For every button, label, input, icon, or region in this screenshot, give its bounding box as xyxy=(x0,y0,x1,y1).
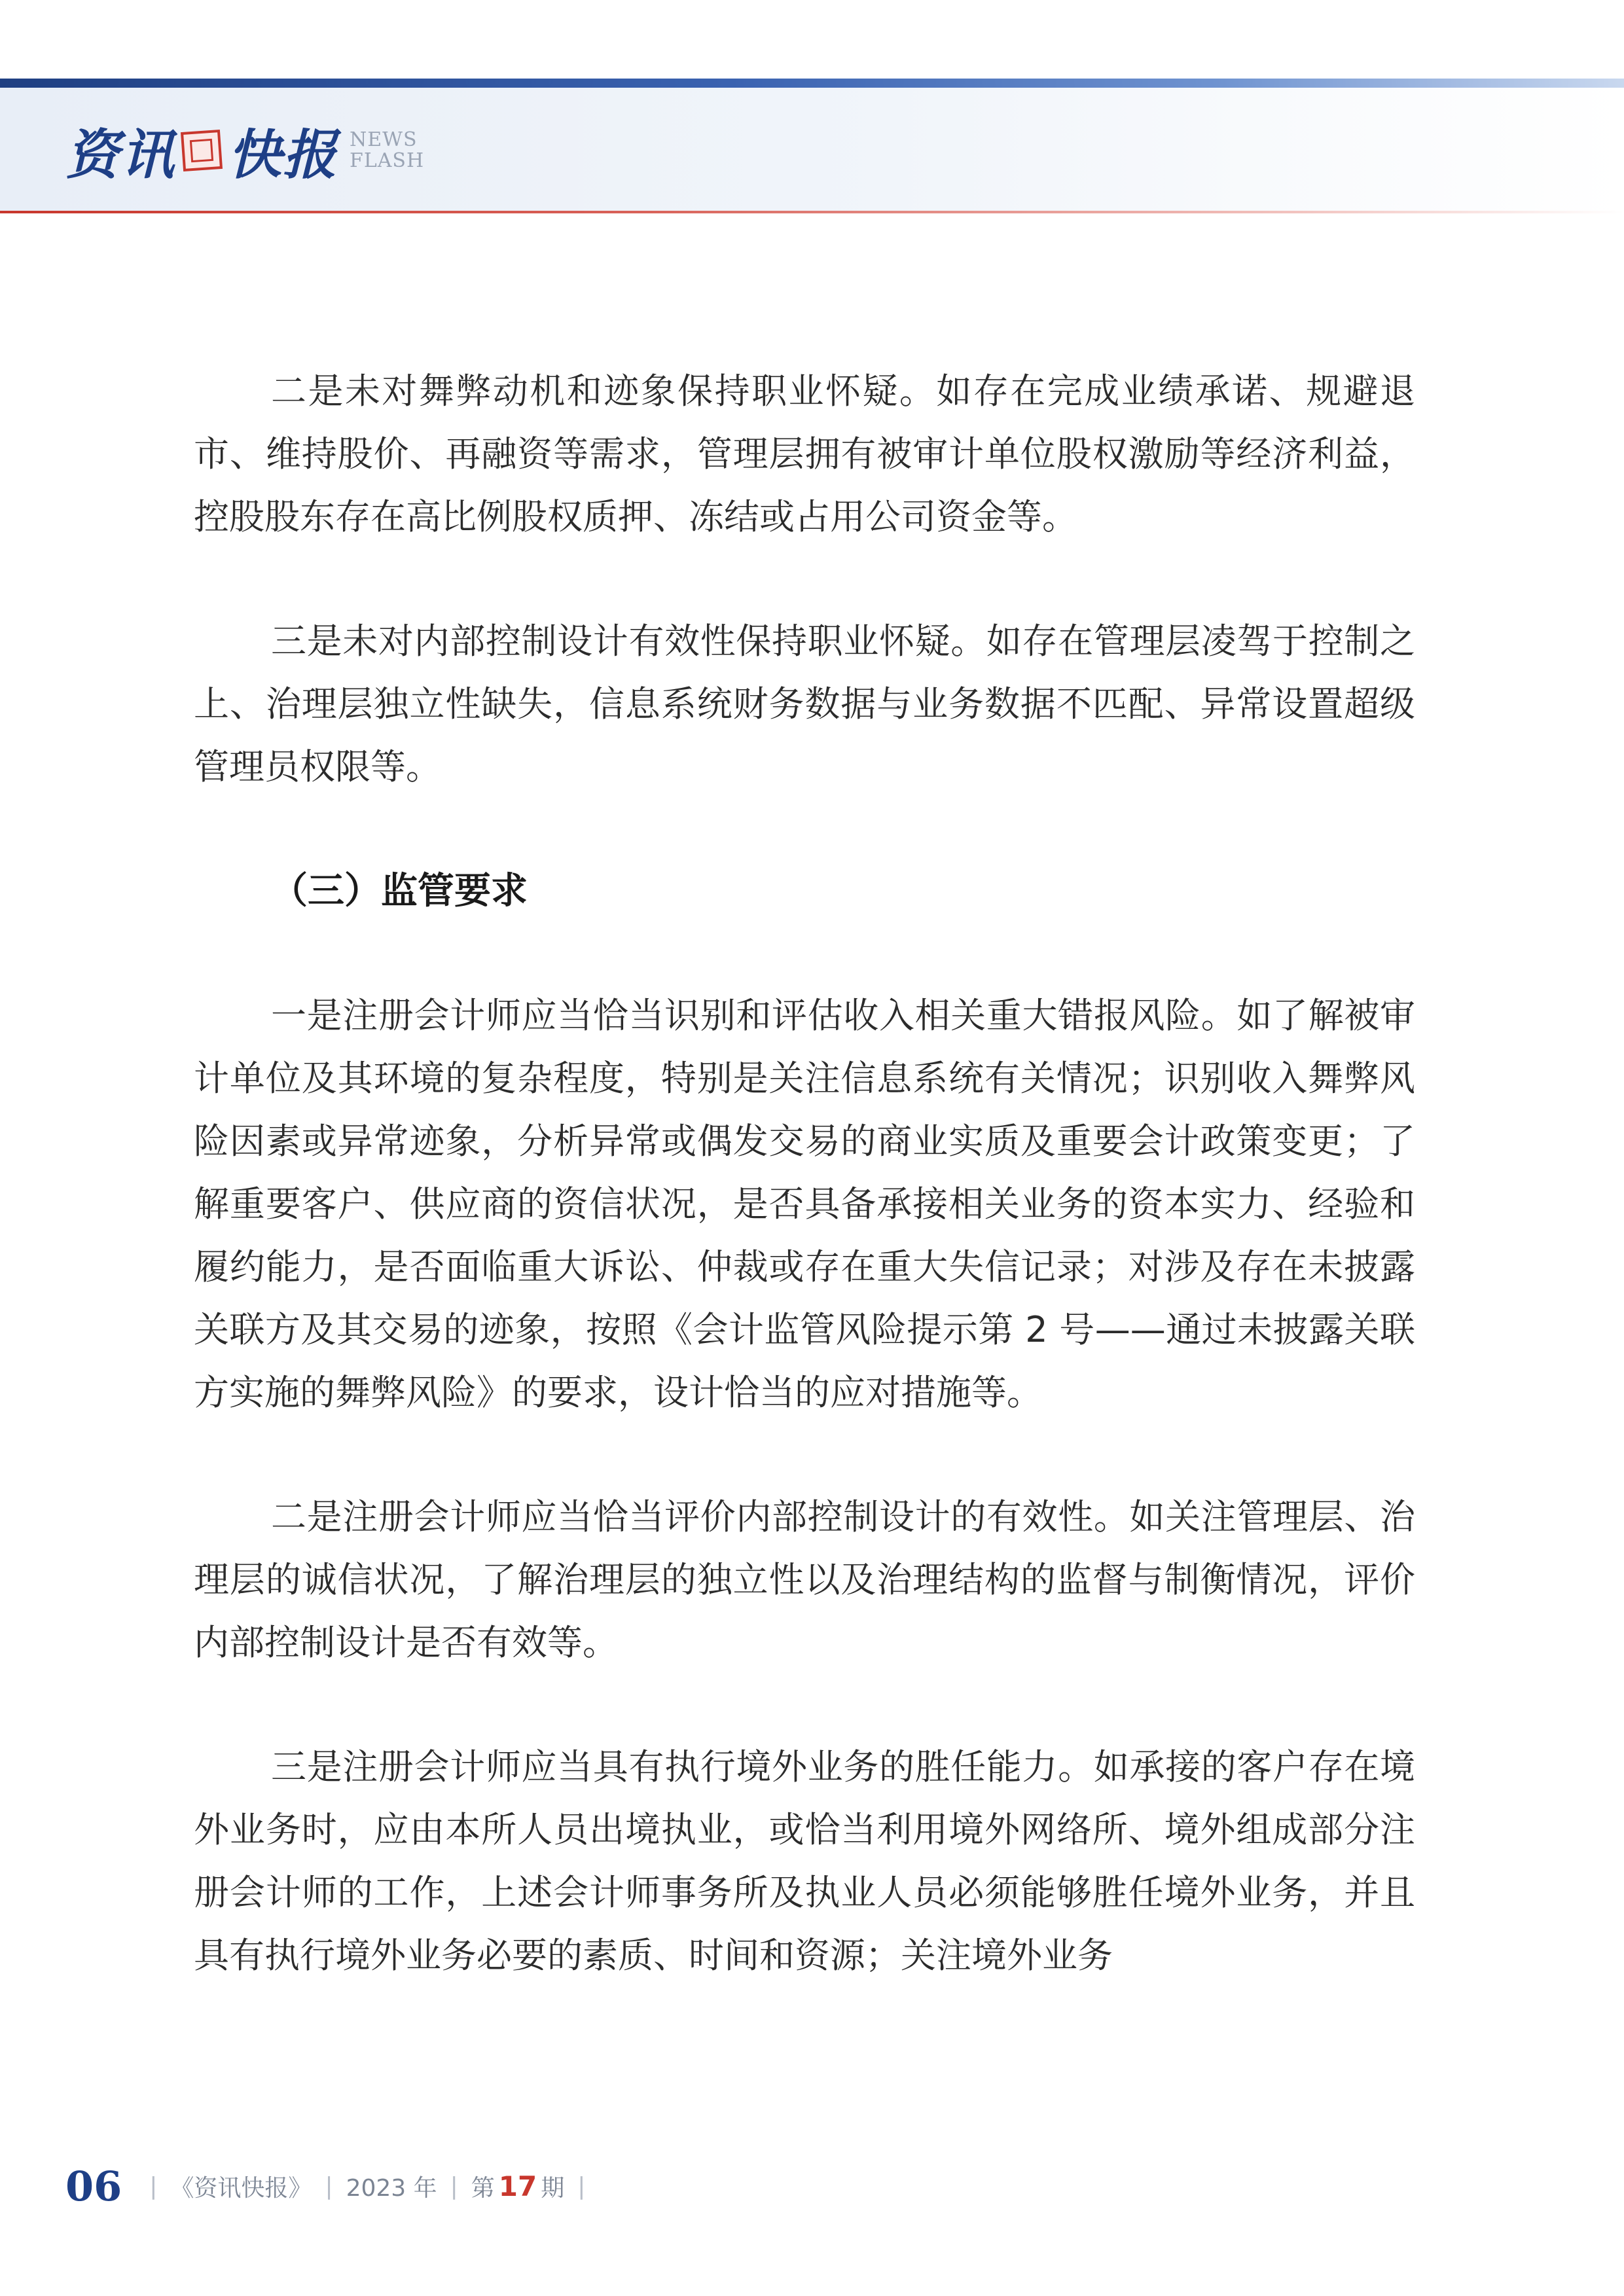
section-heading: （三）监管要求 xyxy=(271,870,528,912)
issue-prefix: 第 xyxy=(471,2174,495,2202)
page-footer xyxy=(65,2160,598,2212)
brand-english-line1: NEWS xyxy=(350,128,418,151)
brand-english-line2: FLASH xyxy=(350,149,425,172)
footer-separator: | xyxy=(450,2172,458,2200)
article-body xyxy=(194,360,1415,2049)
paragraph-3: 一是注册会计师应当恰当识别和评估收入相关重大错报风险。如了解被审计单位及其环境的复杂程度，特别是关注信息系统有关情况；识别收入舞弊风险因素或异常迹象，分析异常或偶发交易的商业实质及重要会计政策变更；了解重要客户、供应商的资信状况，是否具备承接相关业务的资本实力、经验和履约能力，是否面临重大诉讼、仲裁或存在重大失信记录；对涉及存在未披露关联方及其交易的迹象，按照《会计监管风险提示第 2 号——通过未披露关联方实施的舞弊风险》的要求，设计恰当的应对措施等。 xyxy=(194,995,1415,1413)
footer-separator: | xyxy=(325,2172,333,2200)
brand-english xyxy=(350,130,424,171)
paragraph-5: 三是注册会计师应当具有执行境外业务的胜任能力。如承接的客户存在境外业务时，应由本所人员出境执业，或恰当利用境外网络所、境外组成部分注册会计师的工作，上述会计师事务所及执业人员必须能够胜任境外业务，并且具有执行境外业务必要的素质、时间和资源；关注境外业务 xyxy=(194,1746,1415,1976)
footer-separator: | xyxy=(149,2172,158,2200)
publication-name: 《资讯快报》 xyxy=(170,2174,312,2202)
brand-name-part2: 快报 xyxy=(228,123,338,187)
page-number: 06 xyxy=(65,2162,122,2210)
header-top-bar xyxy=(0,79,1624,88)
header-divider xyxy=(0,211,1624,213)
publication-year: 2023 年 xyxy=(346,2174,437,2202)
issue-number: 17 xyxy=(498,2170,537,2202)
paragraph-2: 三是未对内部控制设计有效性保持职业怀疑。如存在管理层凌驾于控制之上、治理层独立性缺失，信息系统财务数据与业务数据不匹配、异常设置超级管理员权限等。 xyxy=(194,620,1415,787)
footer-separator: | xyxy=(577,2172,586,2200)
issue-suffix: 期 xyxy=(541,2174,565,2202)
brand-logo xyxy=(65,118,425,187)
paragraph-4: 二是注册会计师应当恰当评价内部控制设计的有效性。如关注管理层、治理层的诚信状况，了解治理层的独立性以及治理结构的监督与制衡情况，评价内部控制设计是否有效等。 xyxy=(194,1496,1415,1663)
seal-icon xyxy=(181,130,223,171)
paragraph-1: 二是未对舞弊动机和迹象保持职业怀疑。如存在完成业绩承诺、规避退市、维持股价、再融资等需求，管理层拥有被审计单位股权激励等经济利益，控股股东存在高比例股权质押、冻结或占用公司资金等。 xyxy=(194,370,1415,537)
brand-name-part1: 资讯 xyxy=(65,123,175,187)
